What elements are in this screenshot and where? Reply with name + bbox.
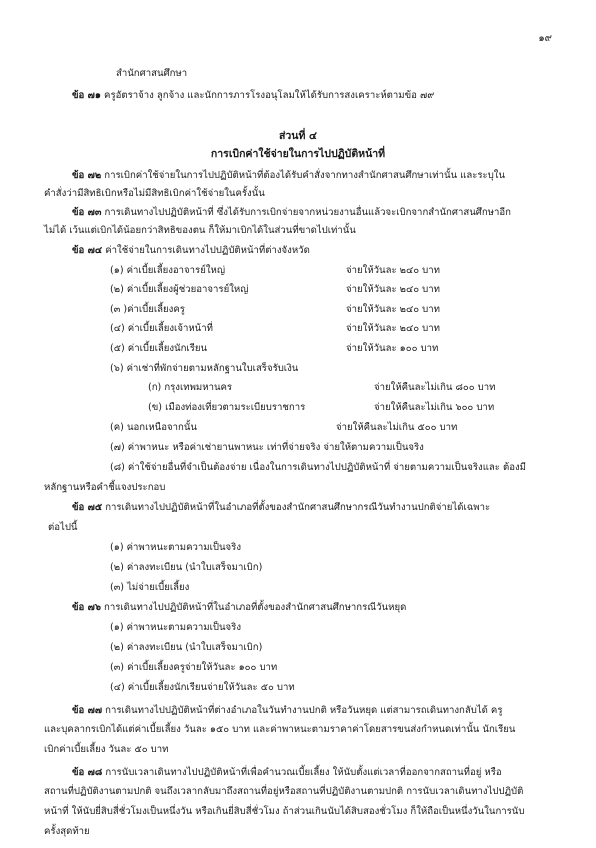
article-number: ข้อ ๗๕ <box>72 502 103 513</box>
article-text: ค่าใช้จ่ายในการเดินทางไปปฏิบัติหน้าที่ต่างจังหวัด <box>105 245 310 256</box>
list-item: (๒) ค่าลงทะเบียน (นำใบเสร็จมาเบิก) <box>110 642 263 653</box>
article-number: ข้อ ๗๔ <box>72 245 103 256</box>
article-text: คำสั่งว่ามีสิทธิเบิกหรือไม่มีสิทธิเบิกค่าใช้จ่ายในครั้งนั้น <box>44 188 265 199</box>
sub-item-amount: จ่ายให้คืนละไม่เกิน ๕๐๐ บาท <box>336 422 458 433</box>
article-text: ไม่ได้ เว้นแต่เบิกได้น้อยกว่าสิทธิของตน ก็ให้มาเบิกได้ในส่วนที่ขาดไปเท่านั้น <box>44 225 356 236</box>
article-number: ข้อ ๗๗ <box>72 705 103 716</box>
article-text: หน้าที่ ให้นับยี่สิบสี่ชั่วโมงเป็นหนึ่งวัน หรือเกินยี่สิบสี่ชั่วโมง ถ้าส่วนเกินนับได้สิบสองชั่วโมง ก็ให้ถือเป็นหนึ่งวันในการนับ <box>44 806 525 817</box>
article-number: ข้อ ๗๘ <box>72 767 103 778</box>
list-item: (๑) ค่าพาหนะตามความเป็นจริง <box>110 542 242 553</box>
list-item-amount: จ่ายให้วันละ ๒๔๐ บาท <box>346 265 440 276</box>
article-number: ข้อ ๗๑ <box>72 90 101 101</box>
section-subtitle: การเบิกค่าใช้จ่ายในการไปปฏิบัติหน้าที่ <box>210 148 386 160</box>
list-item: (๖) ค่าเช่าที่พักจ่ายตามหลักฐานใบเสร็จรับเงิน <box>110 363 299 374</box>
list-item: (๔) ค่าเบี้ยเลี้ยงนักเรียนจ่ายให้วันละ ๕๐ บาท <box>110 682 295 693</box>
sub-item-amount: จ่ายให้คืนละไม่เกิน ๖๐๐ บาท <box>374 402 495 413</box>
article-text: เบิกค่าเบี้ยเลี้ยง วันละ ๕๐ บาท <box>44 744 169 755</box>
sub-item: (ก) กรุงเทพมหานคร <box>148 382 233 393</box>
section-title: ส่วนที่ ๔ <box>278 130 317 142</box>
list-item-continuation: หลักฐานหรือคำชี้แจงประกอบ <box>44 482 166 493</box>
article-text: การเดินทางไปปฏิบัติหน้าที่ต่างอำเภอในวันทำงานปกติ หรือวันหยุด แต่สามารถเดินทางกลับได้ ครู <box>105 705 503 716</box>
list-item: (๒) ค่าลงทะเบียน (นำใบเสร็จมาเบิก) <box>110 562 263 573</box>
article-number: ข้อ ๗๖ <box>72 602 101 613</box>
article-text: ครั้งสุดท้าย <box>44 826 90 837</box>
list-item: (๓ )ค่าเบี้ยเลี้ยงครู <box>110 304 185 315</box>
article-text: การนับเวลาเดินทางไปปฏิบัติหน้าที่เพื่อคำนวณเบี้ยเลี้ยง ให้นับตั้งแต่เวลาที่ออกจากสถานที่อยู่ หรือ <box>105 767 502 778</box>
page-number: ๑๙ <box>538 33 552 44</box>
list-item-amount: จ่ายให้วันละ ๑๐๐ บาท <box>346 343 439 354</box>
article-text: การเดินทางไปปฏิบัติหน้าที่ในอำเภอที่ตั้งของสำนักศาสนศึกษากรณีวันหยุด <box>104 602 407 613</box>
sub-item-amount: จ่ายให้คืนละไม่เกิน ๘๐๐ บาท <box>374 382 496 393</box>
list-item: (๓) ไม่จ่ายเบี้ยเลี้ยง <box>110 582 190 593</box>
sub-item: (ข) เมืองท่องเที่ยวตามระเบียบราชการ <box>148 402 306 413</box>
article-text: การเดินทางไปปฏิบัติหน้าที่ในอำเภอที่ตั้งของสำนักศาสนศึกษากรณีวันทำงานปกติจ่ายได้เฉพาะ <box>105 502 491 513</box>
list-item: (๑) ค่าพาหนะตามความเป็นจริง <box>110 622 242 633</box>
list-item: (๓) ค่าเบี้ยเลี้ยงครูจ่ายให้วันละ ๑๐๐ บาท <box>110 662 278 673</box>
article-number: ข้อ ๗๓ <box>72 207 102 218</box>
article-text: สถานที่ปฏิบัติงานตามปกติ จนถึงเวลากลับมาถึงสถานที่อยู่หรือสถานที่ปฏิบัติงานตามปกติ การนับเวลาเดินทางไปปฏิบัติ <box>44 786 524 797</box>
list-item-amount: จ่ายให้วันละ ๒๔๐ บาท <box>346 323 440 334</box>
article-text: การเดินทางไปปฏิบัติหน้าที่ ซึ่งได้รับการเบิกจ่ายจากหน่วยงานอื่นแล้วจะเบิกจากสำนักศาสนศึกษาอีก <box>104 207 511 218</box>
paragraph-tail: สำนักศาสนศึกษา <box>116 68 188 79</box>
article-text: ครูอัตราจ้าง ลูกจ้าง และนักการภารโรงอนุโลมให้ได้รับการสงเคราะห์ตามข้อ ๗๙ <box>104 90 435 101</box>
article-text: และบุคลากรเบิกได้แต่ค่าเบี้ยเลี้ยง วันละ ๑๕๐ บาท และค่าพาหนะตามราคาค่าโดยสารขนส่งกำหนดเท่านั้น นักเรียน <box>44 724 516 735</box>
list-item: (๘) ค่าใช้จ่ายอื่นที่จำเป็นต้องจ่าย เนื่องในการเดินทางไปปฏิบัติหน้าที่ จ่ายตามความเป็นจริงและ ต้องมี <box>110 462 526 473</box>
list-item: (๒) ค่าเบี้ยเลี้ยงผู้ช่วยอาจารย์ใหญ่ <box>110 284 249 295</box>
article-number: ข้อ ๗๒ <box>72 170 102 181</box>
list-item: (๕) ค่าเบี้ยเลี้ยงนักเรียน <box>110 343 208 354</box>
list-item-amount: จ่ายให้วันละ ๒๔๐ บาท <box>346 304 440 315</box>
article-71 <box>72 89 434 103</box>
list-item: (๗) ค่าพาหนะ หรือค่าเช่ายานพาหนะ เท่าที่จ่ายจริง จ่ายให้ตามความเป็นจริง <box>110 442 424 453</box>
list-item-amount: จ่ายให้วันละ ๒๔๐ บาท <box>346 284 440 295</box>
list-item: (๔) ค่าเบี้ยเลี้ยงเจ้าหน้าที่ <box>110 323 213 334</box>
article-text: ต่อไปนี้ <box>48 522 78 533</box>
sub-item: (ค) นอกเหนือจากนั้น <box>110 422 197 433</box>
article-text: การเบิกค่าใช้จ่ายในการไปปฏิบัติหน้าที่ต้องได้รับคำสั่งจากทางสำนักศาสนศึกษาเท่านั้น และระบุใน <box>104 170 506 181</box>
list-item: (๑) ค่าเบี้ยเลี้ยงอาจารย์ใหญ่ <box>110 265 225 276</box>
